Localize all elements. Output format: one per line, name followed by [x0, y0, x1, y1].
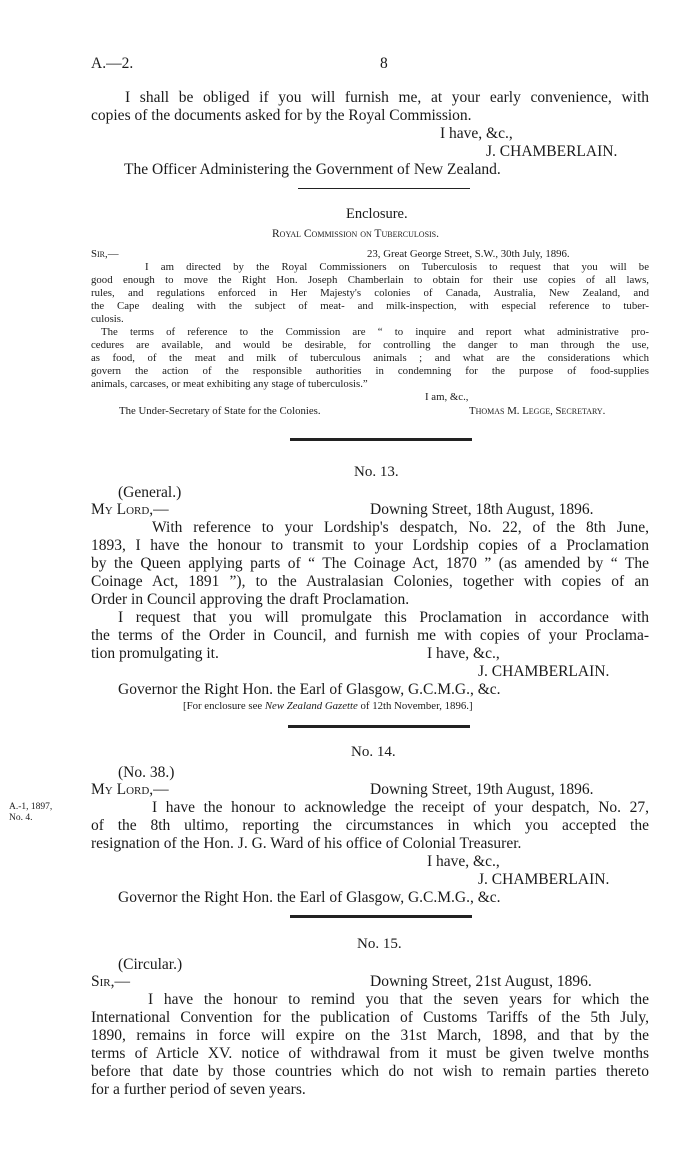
despatch-date: Downing Street, 19th August, 1896.	[370, 781, 594, 798]
section-divider	[288, 725, 470, 728]
letter-address: 23, Great George Street, S.W., 30th July, 1896.	[367, 248, 570, 260]
salutation: Sir,—	[91, 248, 119, 260]
section-divider	[290, 915, 472, 918]
body-line: copies of the documents asked for by the Royal Commission.	[91, 107, 472, 124]
enclosure-heading: Royal Commission on Tuberculosis.	[272, 228, 440, 240]
despatch-number: No. 15.	[357, 936, 402, 952]
closing-formula: I have, &c.,	[427, 853, 500, 870]
body-line: culosis.	[91, 313, 124, 325]
body-line: Order in Council approving the draft Proclamation.	[91, 591, 410, 608]
body-line: 1893, I have the honour to transmit to your Lordship copies of a Proclamation	[91, 537, 649, 554]
body-line: Coinage Act, 1891 ”), to the Australasian Colonies, together with copies of an	[91, 573, 649, 590]
body-line: I request that you will promulgate this Proclamation in accordance with	[118, 609, 649, 626]
body-line: the terms of the Order in Council, and furnish me with copies of your Proclama-	[91, 627, 649, 644]
body-line: I am directed by the Royal Commissioners on Tuberculosis to request that you will be	[145, 261, 649, 273]
body-line: govern the action of the responsible authorities in condemning for the purpose of food-supplies	[91, 365, 649, 377]
gazette-title: New Zealand Gazette	[264, 700, 358, 712]
body-line: tion promulgating it.	[91, 645, 219, 662]
body-line: cedures are available, and would be desirable, for controlling the danger to man through the use,	[91, 339, 649, 351]
despatch-number: No. 13.	[354, 464, 399, 480]
document-reference: A.—2.	[91, 55, 134, 72]
page-number: 8	[380, 55, 388, 72]
body-line: The terms of reference to the Commission are “ to inquire and report what administrative pro-	[101, 326, 649, 338]
body-line: by the Queen applying parts of “ The Coinage Act, 1870 ” (as amended by “ The	[91, 555, 649, 572]
enclosure-title: Enclosure.	[346, 206, 408, 222]
despatch-number: No. 14.	[351, 744, 396, 760]
margin-reference: No. 4.	[9, 813, 33, 823]
addressee: The Officer Administering the Government of New Zealand.	[124, 161, 501, 178]
margin-reference: A.-1, 1897,	[9, 802, 53, 812]
body-line: animals, carcases, or meat exhibiting any stage of tuberculosis.”	[91, 378, 368, 390]
body-line: before that date by those countries which do not wish to remain parties thereto	[91, 1063, 649, 1080]
addressee: Governor the Right Hon. the Earl of Glasgow, G.C.M.G., &c.	[118, 681, 501, 698]
body-line: 1890, remains in force will expire on the 31st March, 1898, and that by the	[91, 1027, 649, 1044]
despatch-type: (Circular.)	[118, 956, 183, 973]
body-line: terms of Article XV. notice of withdrawal from it must be given twelve months	[91, 1045, 649, 1062]
signature: J. CHAMBERLAIN.	[478, 871, 610, 888]
salutation: Sir,—	[91, 973, 130, 990]
body-line: resignation of the Hon. J. G. Ward of his office of Colonial Treasurer.	[91, 835, 522, 852]
signature: J. CHAMBERLAIN.	[478, 663, 610, 680]
body-line: I have the honour to acknowledge the receipt of your despatch, No. 27,	[152, 799, 649, 816]
body-line: of the 8th ultimo, reporting the circumstances in which you accepted the	[91, 817, 649, 834]
body-line: for a further period of seven years.	[91, 1081, 306, 1098]
despatch-type: (General.)	[118, 484, 182, 501]
closing-formula: I have, &c.,	[440, 125, 513, 142]
body-line: good enough to move the Right Hon. Joseph Chamberlain to obtain for their use copies of all laws,	[91, 274, 649, 286]
addressee: Governor the Right Hon. the Earl of Glasgow, G.C.M.G., &c.	[118, 889, 501, 906]
addressee: The Under-Secretary of State for the Colonies.	[119, 405, 321, 417]
section-divider	[290, 438, 472, 441]
signature: Thomas M. Legge, Secretary.	[469, 405, 606, 417]
despatch-date: Downing Street, 18th August, 1896.	[370, 501, 594, 518]
section-divider	[298, 188, 470, 189]
despatch-type: (No. 38.)	[118, 764, 175, 781]
body-line: I shall be obliged if you will furnish me, at your early convenience, with	[125, 89, 649, 106]
salutation: My Lord,—	[91, 501, 169, 518]
closing-formula: I have, &c.,	[427, 645, 500, 662]
body-line: International Convention for the publication of Customs Tariffs of the 5th July,	[91, 1009, 649, 1026]
body-line: as food, of the meat and milk of tuberculous animals ; and what are the considerations which	[91, 352, 649, 364]
closing-formula: I am, &c.,	[425, 391, 469, 403]
body-line: the Cape dealing with the subject of meat- and milk-inspection, with especial reference to tuber-	[91, 300, 649, 312]
enclosure-note: [For enclosure see New Zealand Gazette of 12th November, 1896.]	[183, 700, 473, 712]
body-line: With reference to your Lordship's despatch, No. 22, of the 8th June,	[152, 519, 649, 536]
body-line: rules, and regulations enforced in Her Majesty's colonies of Canada, Australia, New Zealand, and	[91, 287, 649, 299]
body-line: I have the honour to remind you that the seven years for which the	[148, 991, 649, 1008]
signature: J. CHAMBERLAIN.	[486, 143, 618, 160]
salutation: My Lord,—	[91, 781, 169, 798]
despatch-date: Downing Street, 21st August, 1896.	[370, 973, 592, 990]
